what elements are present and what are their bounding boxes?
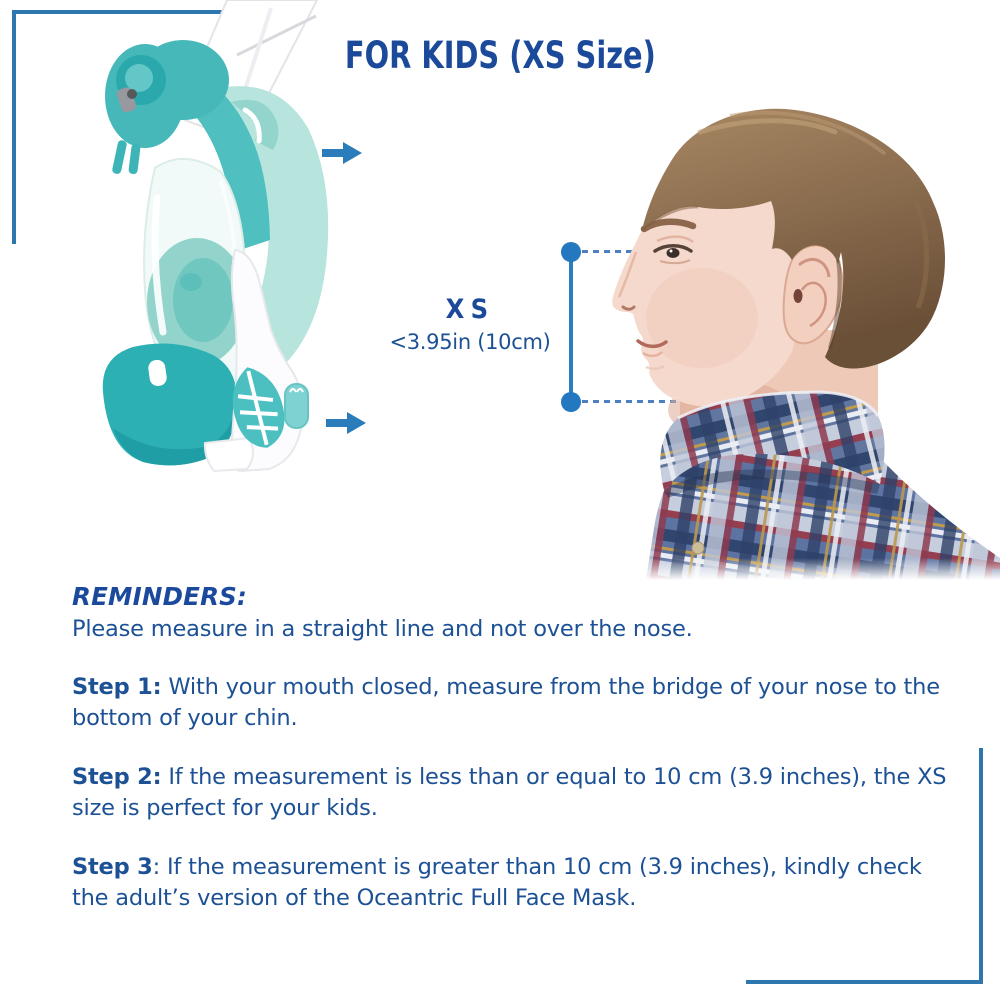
step-2 <box>72 762 950 823</box>
measurement-dot-top <box>561 242 581 262</box>
step-1 <box>72 672 950 733</box>
measurement-dot-bottom <box>561 392 581 412</box>
buckle-pill <box>285 384 308 428</box>
boy-shirt <box>630 392 1000 580</box>
step-3-label: Step 3 <box>72 854 153 881</box>
size-label: XS <box>445 294 495 325</box>
arrow-right-icon <box>322 142 362 164</box>
boy-profile-photo <box>580 80 1000 580</box>
reminders-note: Please measure in a straight line and not over the nose. <box>72 616 693 642</box>
measurement-line <box>569 252 573 402</box>
reminders-section <box>72 582 950 943</box>
step-2-label: Step 2: <box>72 764 162 791</box>
step-2-text: If the measurement is less than or equal to 10 cm (3.9 inches), the XS size is perfect for your kids. <box>72 764 947 821</box>
snorkel-mask-image <box>85 0 345 475</box>
shirt-button <box>692 542 704 554</box>
page-title-text: FOR KIDS (XS Size) <box>344 34 656 77</box>
size-annotation <box>375 294 565 354</box>
step-1-label: Step 1: <box>72 674 162 700</box>
step-1-text: With your mouth closed, measure from the bridge of your nose to the bottom of your chin. <box>72 674 940 731</box>
reminders-heading: REMINDERS: <box>72 582 247 611</box>
head-mount <box>105 40 229 175</box>
arrow-right-icon <box>326 412 366 434</box>
step-3 <box>72 852 950 913</box>
step-3-text: : If the measurement is greater than 10 cm (3.9 inches), kindly check the adult’s version of the Oceantric Full Face Mask. <box>72 854 922 911</box>
size-limit-label: <3.95in (10cm) <box>389 330 551 354</box>
